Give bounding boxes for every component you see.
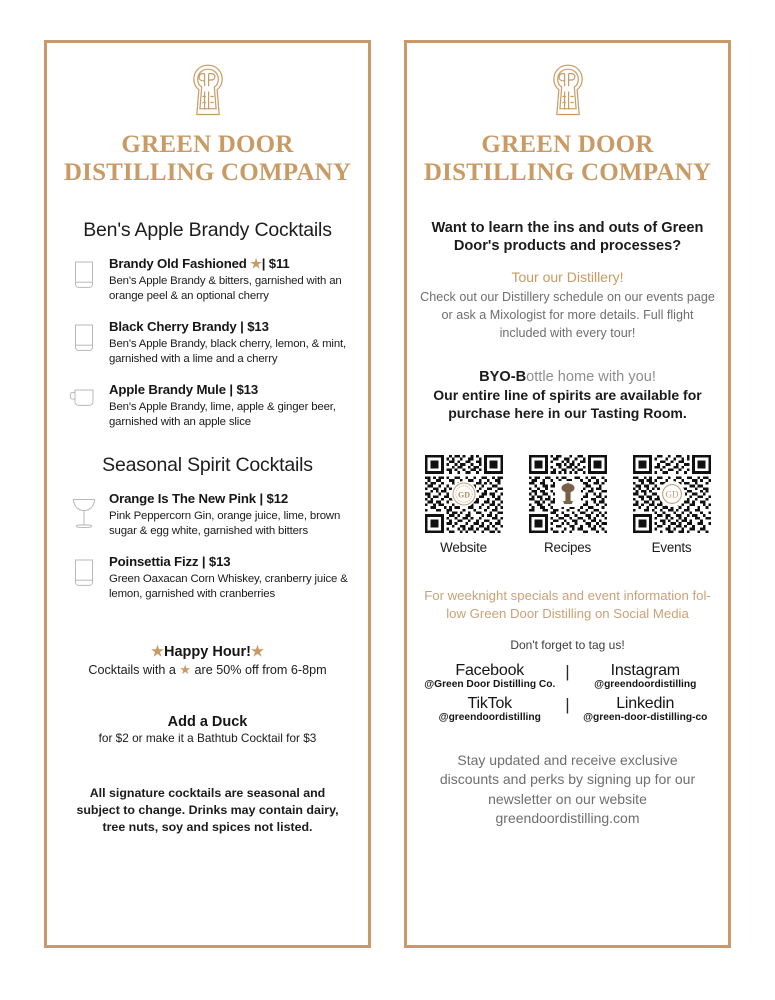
social-grid xyxy=(407,662,728,723)
drink-item xyxy=(61,382,354,430)
social-name: Linkedin xyxy=(616,695,675,713)
brand-line-1: GREEN DOOR xyxy=(121,131,294,158)
happy-hour-sub-before: Cocktails with a xyxy=(88,663,176,678)
qr-code-events[interactable] xyxy=(633,455,711,533)
happy-hour-block xyxy=(47,644,368,678)
tag-us-text: Don't forget to tag us! xyxy=(510,638,625,653)
social-handle: @Green Door Distilling Co. xyxy=(424,679,556,691)
drink-info xyxy=(107,491,354,539)
social-divider: | xyxy=(565,662,570,682)
logo-left xyxy=(47,43,368,117)
rocks-glass-icon xyxy=(61,319,107,353)
brand-title-right xyxy=(407,131,728,187)
drink-info xyxy=(107,256,354,304)
byo-bold: BYO-B xyxy=(479,368,527,385)
info-card xyxy=(404,40,731,948)
drink-info xyxy=(107,382,354,430)
drink-list-bens-apple-brandy xyxy=(47,256,368,430)
section-title-bens-apple-brandy: Ben's Apple Brandy Cocktails xyxy=(83,219,332,241)
svg-text:GD: GD xyxy=(665,489,678,500)
keyhole-gd-monogram-icon xyxy=(189,63,227,117)
gd-seal-icon xyxy=(451,481,477,507)
star-icon: ★ xyxy=(179,662,192,678)
drink-name xyxy=(109,319,354,336)
byo-subtext: Our entire line of spirits are available for purchase here in our Tasting Room. xyxy=(433,386,702,421)
drink-name xyxy=(109,382,354,399)
byo-headline xyxy=(407,369,728,385)
social-tiktok[interactable] xyxy=(423,695,557,723)
qr-label-recipes: Recipes xyxy=(544,540,591,556)
coupe-glass-icon xyxy=(61,491,107,531)
tour-title: Tour our Distillery! xyxy=(511,269,624,286)
still-icon xyxy=(555,481,581,507)
happy-hour-subtext xyxy=(47,662,368,678)
happy-hour-star-icon: ★ xyxy=(250,256,262,271)
drink-item xyxy=(61,256,354,304)
logo-right xyxy=(407,43,728,117)
drink-name xyxy=(109,491,354,508)
social-row-2 xyxy=(423,695,712,723)
drink-description: Ben's Apple Brandy, black cherry, lemon, & mint, garnished with a lime and a cherry xyxy=(109,337,347,365)
social-handle: @greendoordistilling xyxy=(438,712,541,724)
social-name: TikTok xyxy=(467,695,512,713)
cocktail-menu-card xyxy=(44,40,371,948)
qr-label-events: Events xyxy=(651,540,692,556)
qr-code-recipes[interactable] xyxy=(529,455,607,533)
drink-list-seasonal-spirit xyxy=(47,491,368,602)
section-title-seasonal-spirit: Seasonal Spirit Cocktails xyxy=(102,454,313,477)
drink-description: Green Oaxacan Corn Whiskey, cranberry juice & lemon, garnished with cranberries xyxy=(109,572,348,601)
social-headline: For weeknight specials and event information fol-low Green Door Distilling on Social Media xyxy=(424,588,711,621)
drink-price: | $13 xyxy=(240,319,269,335)
drink-description: Pink Peppercorn Gin, orange juice, lime, brown sugar & egg white, garnished with bitters xyxy=(109,509,341,537)
qr-code-website[interactable] xyxy=(425,455,503,533)
drink-title: Poinsettia Fizz xyxy=(109,554,199,570)
social-handle: @greendoordistilling xyxy=(594,679,697,691)
drink-title: Brandy Old Fashioned xyxy=(109,256,247,271)
social-facebook[interactable] xyxy=(423,662,557,690)
newsletter-text: Stay updated and receive exclusive discounts and perks by signing up for our newsletter on our website greendoordistilling.com xyxy=(439,752,696,826)
add-a-duck-title: Add a Duck xyxy=(167,714,248,731)
brand-title-left xyxy=(47,131,368,187)
brand-line-2: DISTILLING COMPANY xyxy=(63,159,352,186)
drink-title: Apple Brandy Mule xyxy=(109,382,226,398)
drink-info xyxy=(107,554,354,602)
social-row-1 xyxy=(423,662,712,690)
disclaimer-text: All signature cocktails are seasonal and subject to change. Drinks may contain dairy, tree nuts, soy and spices not listed. xyxy=(76,786,339,834)
drink-name xyxy=(109,554,354,571)
drink-item xyxy=(61,319,354,367)
drink-price: | $13 xyxy=(229,382,259,398)
brand-line-2: DISTILLING COMPANY xyxy=(423,159,712,186)
drink-info xyxy=(107,319,354,367)
happy-hour-label: Happy Hour! xyxy=(164,644,251,661)
keyhole-gd-monogram-icon xyxy=(549,63,587,117)
rocks-glass-icon xyxy=(61,256,107,290)
tour-headline: Want to learn the ins and outs of Green Door's products and processes? xyxy=(431,220,704,255)
qr-label-website: Website xyxy=(440,540,487,556)
drink-price: | $11 xyxy=(261,256,290,271)
social-handle: @green-door-distilling-co xyxy=(583,712,708,724)
drink-description: Ben's Apple Brandy & bitters, garnished with an orange peel & an optional cherry xyxy=(109,274,342,302)
star-icon: ★ xyxy=(151,644,164,661)
drink-title: Orange Is The New Pink xyxy=(109,491,256,507)
svg-text:GD: GD xyxy=(457,490,470,500)
add-a-duck-block xyxy=(47,714,368,745)
star-icon: ★ xyxy=(251,644,264,661)
mug-glass-icon xyxy=(61,382,107,410)
drink-name xyxy=(109,256,354,273)
happy-hour-sub-after: are 50% off from 6-8pm xyxy=(194,663,327,678)
drink-price: | $12 xyxy=(259,491,289,507)
qr-item-website[interactable] xyxy=(425,455,503,555)
social-name: Facebook xyxy=(455,662,525,680)
tour-description: Check out our Distillery schedule on our events page or ask a Mixologist for more details. Full flight included with every tour! xyxy=(420,290,715,340)
byo-rest: ottle home with you! xyxy=(526,368,656,385)
social-name: Instagram xyxy=(610,662,680,680)
qr-code-row xyxy=(407,455,728,555)
social-divider: | xyxy=(565,695,570,715)
qr-item-recipes[interactable] xyxy=(529,455,607,555)
drink-description: Ben's Apple Brandy, lime, apple & ginger beer, garnished with an apple slice xyxy=(109,400,336,428)
drink-title: Black Cherry Brandy xyxy=(109,319,237,335)
rocks-glass-icon xyxy=(61,554,107,588)
social-linkedin[interactable] xyxy=(579,695,713,723)
gd-circle-icon xyxy=(659,481,685,507)
social-instagram[interactable] xyxy=(579,662,713,690)
qr-item-events[interactable] xyxy=(633,455,711,555)
add-a-duck-subtext: for $2 or make it a Bathtub Cocktail for $3 xyxy=(98,731,317,746)
happy-hour-title xyxy=(47,644,368,660)
drink-item xyxy=(61,554,354,602)
drink-item xyxy=(61,491,354,539)
drink-price: | $13 xyxy=(201,554,231,570)
brand-line-1: GREEN DOOR xyxy=(481,131,654,158)
